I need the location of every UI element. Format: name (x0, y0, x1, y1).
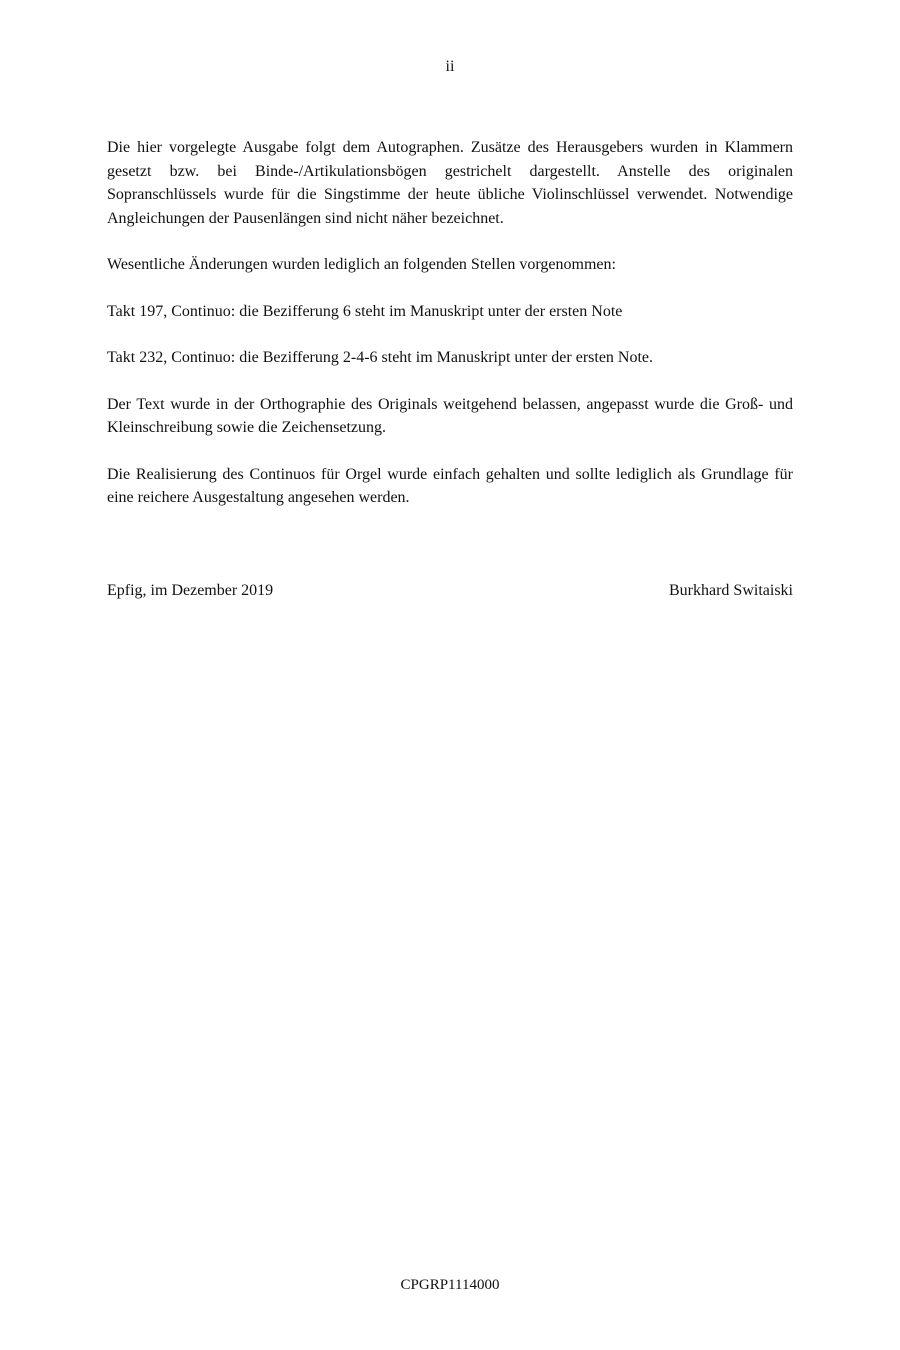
paragraph-edition-notes: Die hier vorgelegte Ausgabe folgt dem Autographen. Zusätze des Herausgebers wurden in Klammern gesetzt bzw. bei Binde-/Artikulationsbögen gestrichelt dargestellt. Anstelle des originalen Sopranschlüssels wurde für die Singstimme der heute übliche Violinschlüssel verwendet. Notwendige Angleichungen der Pausenlängen sind nicht näher bezeichnet. (107, 139, 793, 227)
paragraph-text-orthography: Der Text wurde in der Orthographie des Originals weitgehend belassen, angepasst wurde die Groß- und Kleinschreibung sowie die Zeichensetzung. (107, 395, 793, 436)
preface-body (107, 136, 793, 533)
page-number: ii (445, 58, 455, 75)
signature-row (107, 579, 793, 602)
author-name: Burkhard Switaiski (669, 582, 793, 599)
place-date: Epfig, im Dezember 2019 (107, 582, 274, 599)
paragraph-change-measure-197: Takt 197, Continuo: die Bezifferung 6 steht im Manuskript unter der ersten Note (107, 302, 623, 320)
paragraph-changes-intro: Wesentliche Änderungen wurden lediglich an folgenden Stellen vorgenommen: (107, 256, 616, 273)
footer-catalog-code: CPGRP1114000 (400, 1277, 500, 1293)
paragraph-continuo-realization: Die Realisierung des Continuos für Orgel wurde einfach gehalten und sollte lediglich als Grundlage für eine reichere Ausgestaltung angesehen werden. (107, 465, 793, 506)
paragraph-change-measure-232: Takt 232, Continuo: die Bezifferung 2-4-6 steht im Manuskript unter der ersten Note. (107, 349, 654, 366)
